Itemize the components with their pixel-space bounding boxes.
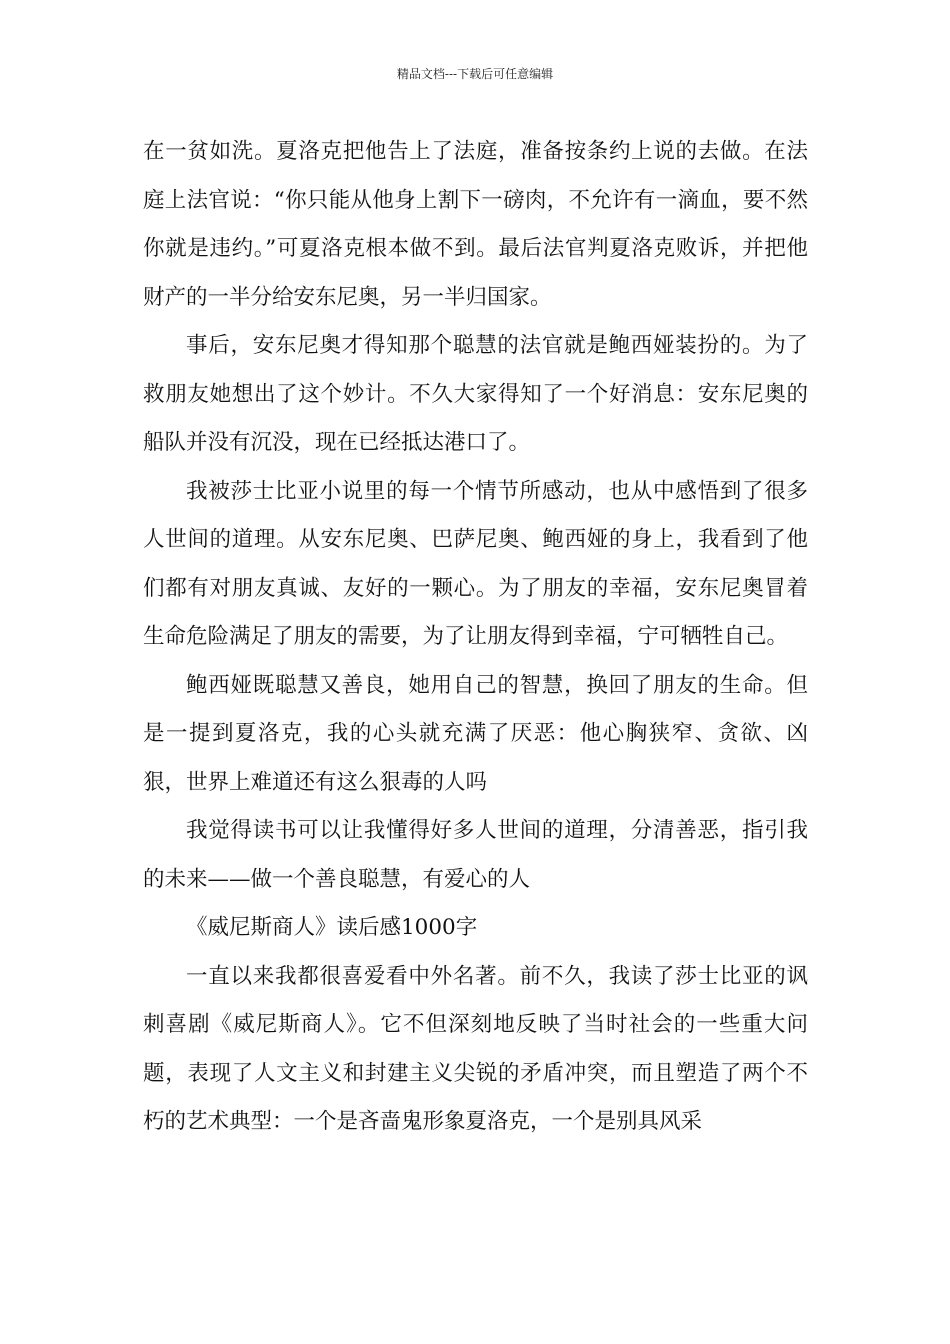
page-header: 精品文档---下载后可任意编辑 bbox=[396, 67, 554, 81]
section-title: 《威尼斯商人》读后感1000字 bbox=[186, 915, 478, 940]
paragraph-4: 鲍西娅既聪慧又善良，她用自己的智慧，换回了朋友的生命。但是一提到夏洛克，我的心头就充满了厌恶：他心胸狭窄、贪欲、凶狠，世界上难道还有这么狠毒的人吗 bbox=[143, 672, 808, 795]
paragraph-5: 我觉得读书可以让我懂得好多人世间的道理，分清善恶，指引我的未来——做一个善良聪慧，有爱心的人 bbox=[143, 818, 808, 892]
paragraph-1: 在一贫如洗。夏洛克把他告上了法庭，准备按条约上说的去做。在法庭上法官说：“你只能从他身上割下一磅肉，不允许有一滴血，要不然你就是违约。”可夏洛克根本做不到。最后法官判夏洛克败诉，并把他财产的一半分给安东尼奥，另一半归国家。 bbox=[143, 139, 808, 310]
paragraph-6: 一直以来我都很喜爱看中外名著。前不久，我读了莎士比亚的讽刺喜剧《威尼斯商人》。它不但深刻地反映了当时社会的一些重大问题，表现了人文主义和封建主义尖锐的矛盾冲突，而且塑造了两个不朽的艺术典型：一个是吝啬鬼形象夏洛克，一个是别具风采 bbox=[143, 963, 808, 1134]
paragraph-3: 我被莎士比亚小说里的每一个情节所感动，也从中感悟到了很多人世间的道理。从安东尼奥、巴萨尼奥、鲍西娅的身上，我看到了他们都有对朋友真诚、友好的一颗心。为了朋友的幸福，安东尼奥冒着生命危险满足了朋友的需要，为了让朋友得到幸福，宁可牺牲自己。 bbox=[143, 478, 808, 649]
paragraph-2: 事后，安东尼奥才得知那个聪慧的法官就是鲍西娅装扮的。为了救朋友她想出了这个妙计。不久大家得知了一个好消息：安东尼奥的船队并没有沉没，现在已经抵达港口了。 bbox=[143, 333, 808, 455]
document-body bbox=[143, 128, 808, 1147]
